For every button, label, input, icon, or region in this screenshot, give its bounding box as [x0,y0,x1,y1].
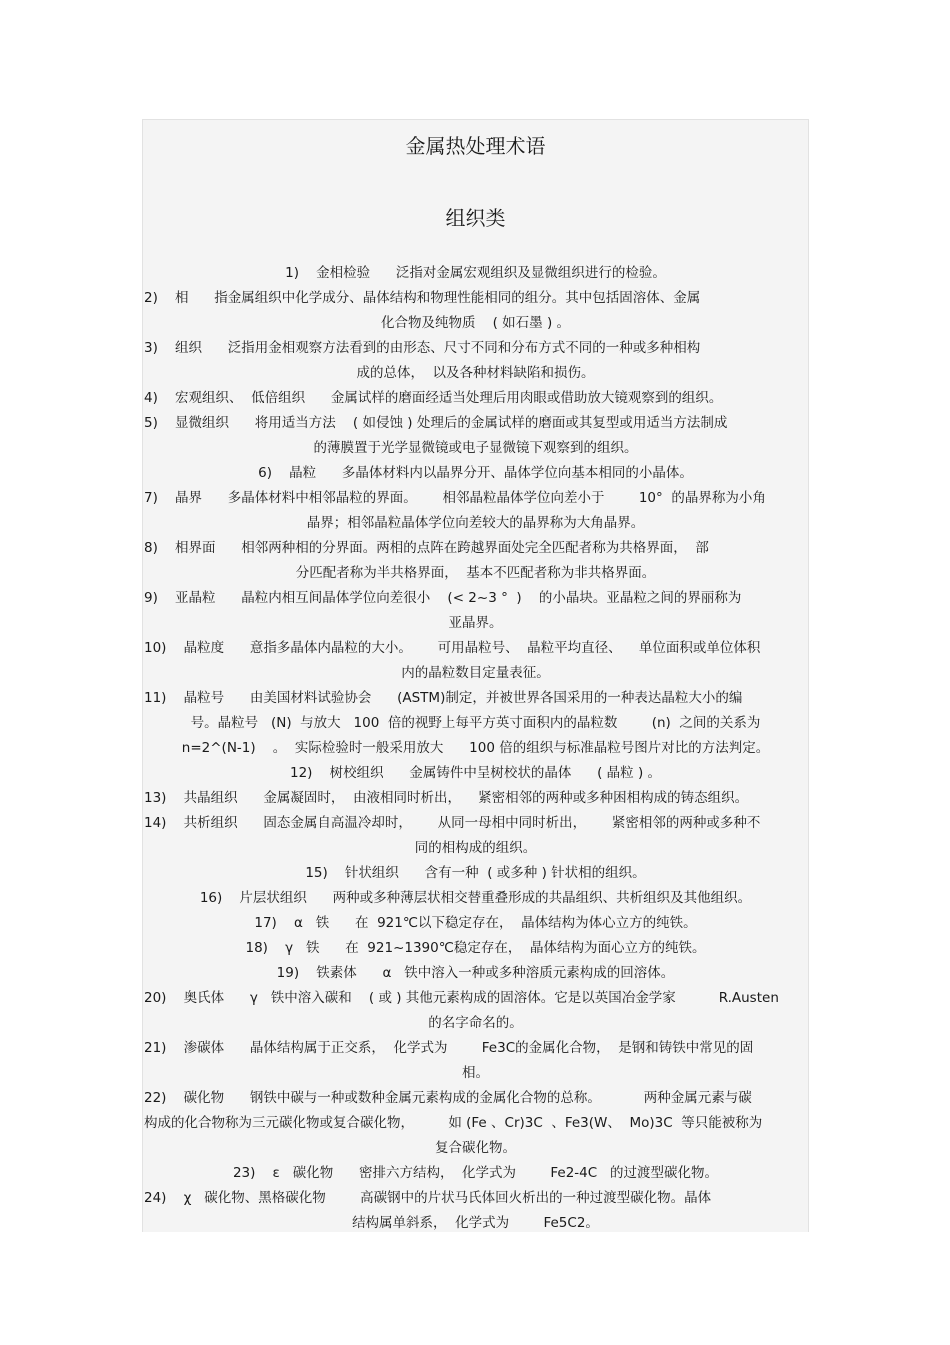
term-line: 构成的化合物称为三元碳化物或复合碳化物， 如 (Fe 、Cr)3C 、Fe3(W、 Mo)3C 等只能被称为 [144,1115,763,1131]
term-line: 10) 晶粒度 意指多晶体内晶粒的大小。 可用晶粒号、 晶粒平均直径、 单位面积或单位体积 [144,640,761,656]
term-line: 6) 晶粒 多晶体材料内以晶界分开、晶体学位向基本相同的小晶体。 [258,465,693,481]
term-line: 14) 共析组织 固态金属自高温冷却时， 从同一母相中同时析出， 紧密相邻的两种或多种不 [144,815,761,831]
term-line: 号。晶粒号 (N) 与放大 100 倍的视野上每平方英寸面积内的晶粒数 (n) 之间的关系为 [190,715,761,731]
document-title: 金属热处理术语 [405,134,546,158]
term-line: 16) 片层状组织 两种或多种薄层状相交替重叠形成的共晶组织、共析组织及其他组织。 [199,890,752,906]
term-line: 21) 渗碳体 晶体结构属于正交系， 化学式为 Fe3C的金属化合物， 是钢和铸铁中常见的固 [144,1040,754,1056]
term-line: 23) ε 碳化物 密排六方结构， 化学式为 Fe2-4C 的过渡型碳化物。 [232,1165,719,1181]
term-line: 相。 [462,1065,489,1081]
term-line: 3) 组织 泛指用金相观察方法看到的由形态、尺寸不同和分布方式不同的一种或多种相构 [144,340,701,356]
term-line: 22) 碳化物 钢铁中碳与一种或数种金属元素构成的金属化合物的总称。 两种金属元素与碳 [144,1090,752,1106]
section-title: 组织类 [445,206,506,230]
term-line: n=2^(N-1) 。 实际检验时一般采用放大 100 倍的组织与标准晶粒号图片对比的方法判定。 [181,740,770,756]
term-line: 24) χ 碳化物、黑格碳化物 高碳钢中的片状马氏体回火析出的一种过渡型碳化物。晶体 [144,1190,712,1206]
term-line: 7) 晶界 多晶体材料中相邻晶粒的界面。 相邻晶粒晶体学位向差小于 10° 的晶界称为小角 [144,490,766,506]
document-page [142,119,809,1232]
term-line: 20) 奥氏体 γ 铁中溶入碳和 ( 或 ) 其他元素构成的固溶体。它是以英国冶金学家 R.Austen [144,990,779,1006]
term-line: 的名字命名的。 [428,1015,523,1031]
term-line: 同的相构成的组织。 [414,840,537,856]
term-line: 8) 相界面 相邻两种相的分界面。两相的点阵在跨越界面处完全匹配者称为共格界面， 部 [144,540,709,556]
term-line: 15) 针状组织 含有一种 ( 或多种 ) 针状相的组织。 [305,865,646,881]
term-line: 亚晶界。 [448,615,503,631]
term-line: 9) 亚晶粒 晶粒内相互间晶体学位向差很小 (< 2~3 ° ) 的小晶块。亚晶粒之间的界丽称为 [144,590,742,606]
term-line: 晶界；相邻晶粒晶体学位向差较大的晶界称为大角晶界。 [306,515,645,531]
term-line: 化合物及纯物质 ( 如石墨 ) 。 [380,315,571,331]
term-line: 11) 晶粒号 由美国材料试验协会 (ASTM)制定，并被世界各国采用的一种表达晶粒大小的编 [144,690,743,706]
term-line: 2) 相 指金属组织中化学成分、晶体结构和物理性能相同的组分。其中包括固溶体、金属 [144,290,701,306]
term-line: 12) 树校组织 金属铸件中呈树校状的晶体 ( 晶粒 ) 。 [289,765,661,781]
term-line: 1) 金相检验 泛指对金属宏观组织及显微组织进行的检验。 [285,265,666,281]
term-line: 成的总体， 以及各种材料缺陷和损伤。 [356,365,595,381]
term-line: 4) 宏观组织、 低倍组织 金属试样的磨面经适当处理后用肉眼或借助放大镜观察到的组织。 [144,390,723,406]
term-line: 17) α 铁 在 921℃以下稳定存在， 晶体结构为体心立方的纯铁。 [254,915,697,931]
term-line: 分匹配者称为半共格界面， 基本不匹配者称为非共格界面。 [295,565,656,581]
term-line: 的薄膜置于光学显微镜或电子显微镜下观察到的组织。 [313,440,638,456]
term-line: 5) 显微组织 将用适当方法 ( 如侵蚀 ) 处理后的金属试样的磨面或其复型或用适当方法制成 [144,415,728,431]
term-line: 内的晶粒数目定量表征。 [401,665,550,681]
term-line: 19) 铁素体 α 铁中溶入一种或多种溶质元素构成的回溶体。 [276,965,675,981]
term-line: 复合碳化物。 [435,1140,516,1156]
term-line: 13) 共晶组织 金属凝固时， 由液相同时析出， 紧密相邻的两种或多种困相构成的铸态组织。 [144,790,749,806]
term-line: 18) γ 铁 在 921~1390℃稳定存在， 晶体结构为面心立方的纯铁。 [245,940,706,956]
term-line: 结构属单斜系， 化学式为 Fe5C2。 [352,1215,599,1231]
